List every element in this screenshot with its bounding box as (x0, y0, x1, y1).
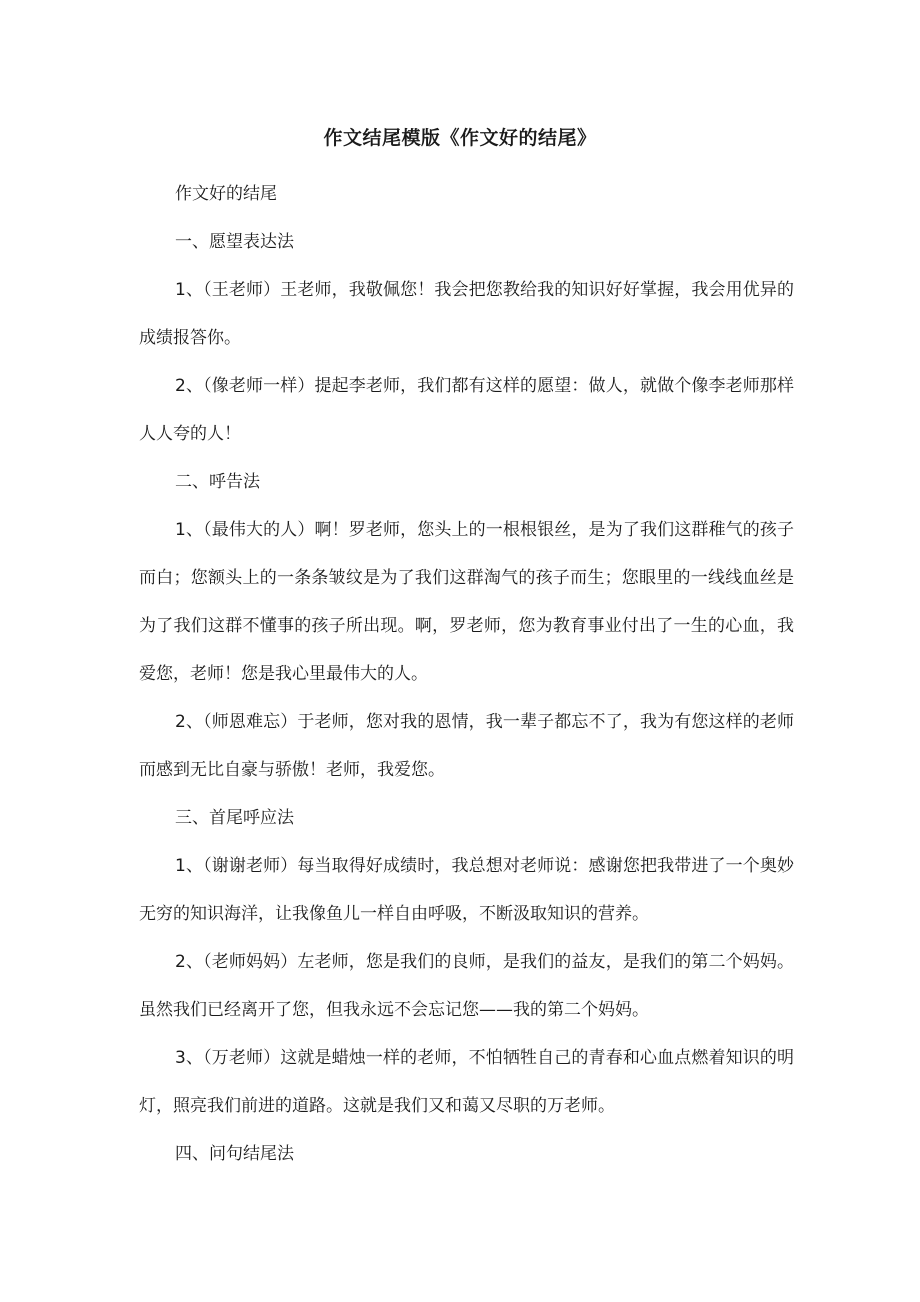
section-heading-2: 二、呼告法 (175, 472, 260, 492)
paragraph: 1、（王老师）王老师，我敬佩您！我会把您教给我的知识好好掌握，我会用优异的成绩报答你。 (139, 280, 794, 348)
paragraph: 2、（像老师一样）提起李老师，我们都有这样的愿望：做人，就做个像李老师那样人人夸的人！ (139, 376, 794, 444)
document-title: 作文结尾模版《作文好的结尾》 (323, 127, 597, 149)
paragraph: 1、（谢谢老师）每当取得好成绩时，我总想对老师说：感谢您把我带进了一个奥妙无穷的知识海洋，让我像鱼儿一样自由呼吸，不断汲取知识的营养。 (139, 856, 794, 924)
section-heading-4: 四、问句结尾法 (175, 1144, 294, 1164)
section-heading-3: 三、首尾呼应法 (175, 808, 294, 828)
paragraph: 2、（师恩难忘）于老师，您对我的恩情，我一辈子都忘不了，我为有您这样的老师而感到无比自豪与骄傲！老师，我爱您。 (139, 712, 794, 780)
paragraph: 2、（老师妈妈）左老师，您是我们的良师，是我们的益友，是我们的第二个妈妈。虽然我们已经离开了您，但我永远不会忘记您——我的第二个妈妈。 (139, 952, 794, 1020)
paragraph-subtitle: 作文好的结尾 (175, 184, 277, 204)
section-heading-1: 一、愿望表达法 (175, 232, 294, 252)
paragraph: 3、（万老师）这就是蜡烛一样的老师，不怕牺牲自己的青春和心血点燃着知识的明灯，照亮我们前进的道路。这就是我们又和蔼又尽职的万老师。 (139, 1048, 794, 1116)
paragraph: 1、（最伟大的人）啊！罗老师，您头上的一根根银丝，是为了我们这群稚气的孩子而白；您额头上的一条条皱纹是为了我们这群淘气的孩子而生；您眼里的一线线血丝是为了我们这群不懂事的孩子所出现。啊，罗老师，您为教育事业付出了一生的心血，我爱您，老师！您是我心里最伟大的人。 (139, 520, 794, 684)
document-body (139, 170, 794, 1178)
